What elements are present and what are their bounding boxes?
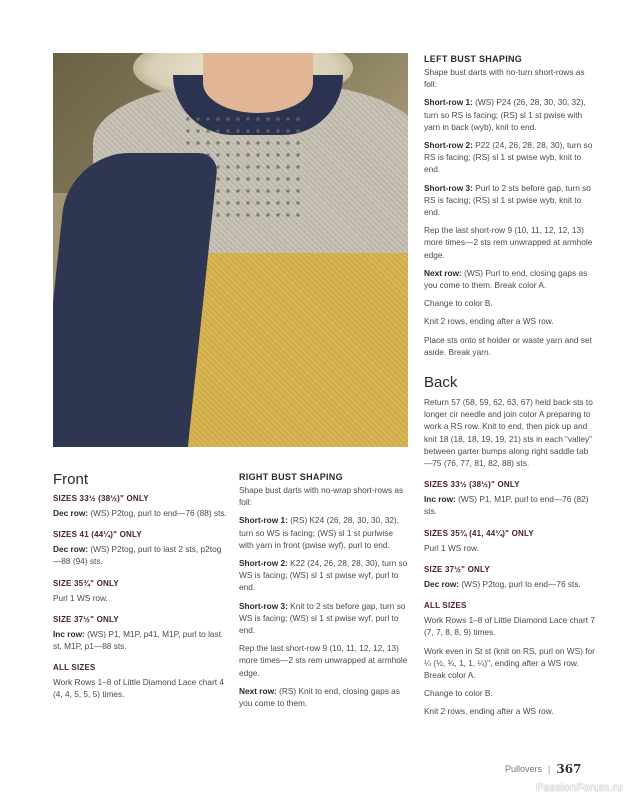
size-heading: SIZES 33½ (38½)" ONLY [53,494,149,503]
instruction [53,676,228,700]
model-neck [203,53,313,113]
instruction-label: Short-row 2: [424,140,473,151]
instruction [53,592,228,604]
instruction-label: Inc row: [424,494,456,505]
instruction [53,507,228,519]
instruction [424,614,596,638]
instruction-label: Short-row 2: [239,558,288,569]
instruction-text: Knit to 2 sts before gap, turn so WS is facing; (WS) sl 1 st pwise wyf, purl to end. [239,600,406,636]
instruction-text: Work even in St st (knit on RS, purl on WS) for ¼ (½, ¾, 1, 1, ¼)", ending after a WS row. Break color A. [424,645,595,680]
instruction [239,484,409,508]
instruction-label: Dec row: [424,578,460,589]
footer-separator: | [548,764,551,774]
size-heading: SIZE 35¾" ONLY [53,578,119,588]
instruction [424,267,596,291]
instruction [424,297,596,309]
instruction [424,139,596,176]
section-label: Pullovers [505,764,543,774]
instruction [424,96,596,133]
size-block [53,578,228,604]
instruction [53,543,228,567]
instruction-text: (RS) K24 (26, 28, 30, 30, 32), turn so WS is facing; (WS) sl 1 st purlwise with yarn in front (pwise wyf), purl to end. [239,515,400,550]
watermark: PassionForum.ru [536,782,623,794]
instruction-label: Short-row 3: [424,182,473,193]
instruction [239,642,409,679]
size-block [424,600,596,717]
instruction-label: Short-row 1: [424,97,473,108]
size-block [424,528,596,554]
front-heading: Front [53,471,89,488]
instruction-text: (WS) Purl to end, closing gaps as you come to them. Break color A. [424,267,588,291]
instruction-text: Rep the last short-row 9 (10, 11, 12, 12, 13) more times—2 sts rem unwrapped at armhole edge. [239,643,408,678]
instruction-text: Purl 1 WS row. [424,542,479,553]
right-bust-shaping-section [239,471,409,715]
size-block [53,493,228,519]
instruction-text: Work Rows 1–8 of Little Diamond Lace chart 4 (4, 4, 5, 5, 5) times. [53,677,224,700]
instruction-text: Work Rows 1–8 of Little Diamond Lace chart 7 (7, 7, 8, 8, 9) times. [424,615,595,638]
instruction-label: Inc row: [53,628,85,639]
page-footer [505,762,581,776]
instruction [424,493,596,517]
instruction [424,687,596,699]
size-block [53,529,228,567]
instruction-text: K22 (24, 26, 28, 28, 30), turn so WS is facing; (WS) sl 1 st pwise wyf, purl to end. [239,558,408,593]
instruction [424,315,596,327]
pattern-photo [53,53,408,447]
size-heading: SIZES 35¾ (41, 44¼)" ONLY [424,528,534,538]
instruction [424,645,596,682]
instruction-label: Short-row 1: [239,515,288,526]
instruction-text: (WS) P2tog, purl to end—76 (88) sts. [88,508,227,518]
instruction-text: (WS) P1, M1P, purl to end—76 (82) sts. [424,494,589,517]
instruction-text: (WS) P2tog, purl to last 2 sts, p2tog—88 (94) sts. [53,544,222,567]
instruction [424,396,596,469]
instruction-label: Dec row: [53,508,89,518]
instruction-text: Knit 2 rows, ending after a WS row. [424,316,554,327]
size-block [53,662,228,700]
back-heading: Back [424,374,458,392]
instruction-text: Change to color B. [424,688,493,699]
instruction-text: Shape bust darts with no-wrap short-rows as foll: [239,485,404,508]
instruction-label: Next row: [424,267,462,278]
instruction [53,628,228,652]
instruction [424,224,596,261]
size-heading: SIZE 37½" ONLY [53,614,119,624]
instruction [239,557,409,594]
instruction-text: Rep the last short-row 9 (10, 11, 12, 12, 13) more times—2 sts rem unwrapped at armhole edge. [424,225,593,260]
instruction [424,542,596,554]
instruction-text: Change to color B. [424,298,493,309]
left-bust-shaping-section [424,53,596,358]
size-block [53,614,228,652]
right-column [424,53,596,724]
right-bust-heading: RIGHT BUST SHAPING [239,472,343,482]
instruction [424,182,596,219]
size-heading: ALL SIZES [424,601,467,611]
back-section [424,374,596,717]
front-section [53,471,228,707]
instruction-text: (RS) Knit to end, closing gaps as you come to them. [239,685,400,709]
instruction-text: Purl to 2 sts before gap, turn so RS is facing; (RS) sl 1 st pwise wyb, knit to end. [424,182,591,218]
size-heading: SIZES 41 (44¼)" ONLY [53,530,142,540]
size-heading: ALL SIZES [53,663,96,673]
instruction [239,600,409,637]
size-heading: SIZE 37½" ONLY [424,564,490,574]
size-block [424,479,596,517]
instruction [424,705,596,717]
instruction-text: Return 57 (58, 59, 62, 63, 67) held back sts to longer cir needle and join color A preparing to work a RS row. Knit to end, then pick up and knit 18 (18, 18, 19, 19, 21) sts in each “valley” between garter bumps along right saddle tab—75 (76, 77, 81, 82, 88) sts. [424,397,593,469]
instruction-text: Place sts onto st holder or waste yarn and set aside. Break yarn. [424,334,592,357]
instruction-label: Dec row: [53,544,89,555]
instruction-text: Purl 1 WS row. [53,592,108,603]
size-heading: SIZES 33½ (38½)" ONLY [424,480,520,490]
page-number: 367 [556,762,582,776]
instruction [424,66,596,90]
size-block [424,564,596,590]
instruction-text: Knit 2 rows, ending after a WS row. [424,706,554,717]
instruction [424,578,596,590]
instruction [239,685,409,709]
instruction-label: Short-row 3: [239,600,288,611]
instruction [424,334,596,358]
left-bust-heading: LEFT BUST SHAPING [424,54,523,64]
instruction-text: (WS) P1, M1P, p41, M1P, purl to last st, M1P, p1—88 sts. [53,628,222,652]
instruction [239,514,409,551]
instruction-text: (WS) P2tog, purl to end—76 sts. [459,578,581,589]
instruction-text: Shape bust darts with no-turn short-rows as foll: [424,67,585,90]
instruction-label: Next row: [239,685,277,696]
instruction-text: (WS) P24 (26, 28, 30, 30, 32), turn so RS is facing; (RS) sl 1 st pwise with yarn in back (wyb), knit to end. [424,97,586,132]
instruction-text: P22 (24, 26, 28, 28, 30), turn so RS is facing; (RS) sl 1 st pwise wyb, knit to end. [424,140,593,175]
